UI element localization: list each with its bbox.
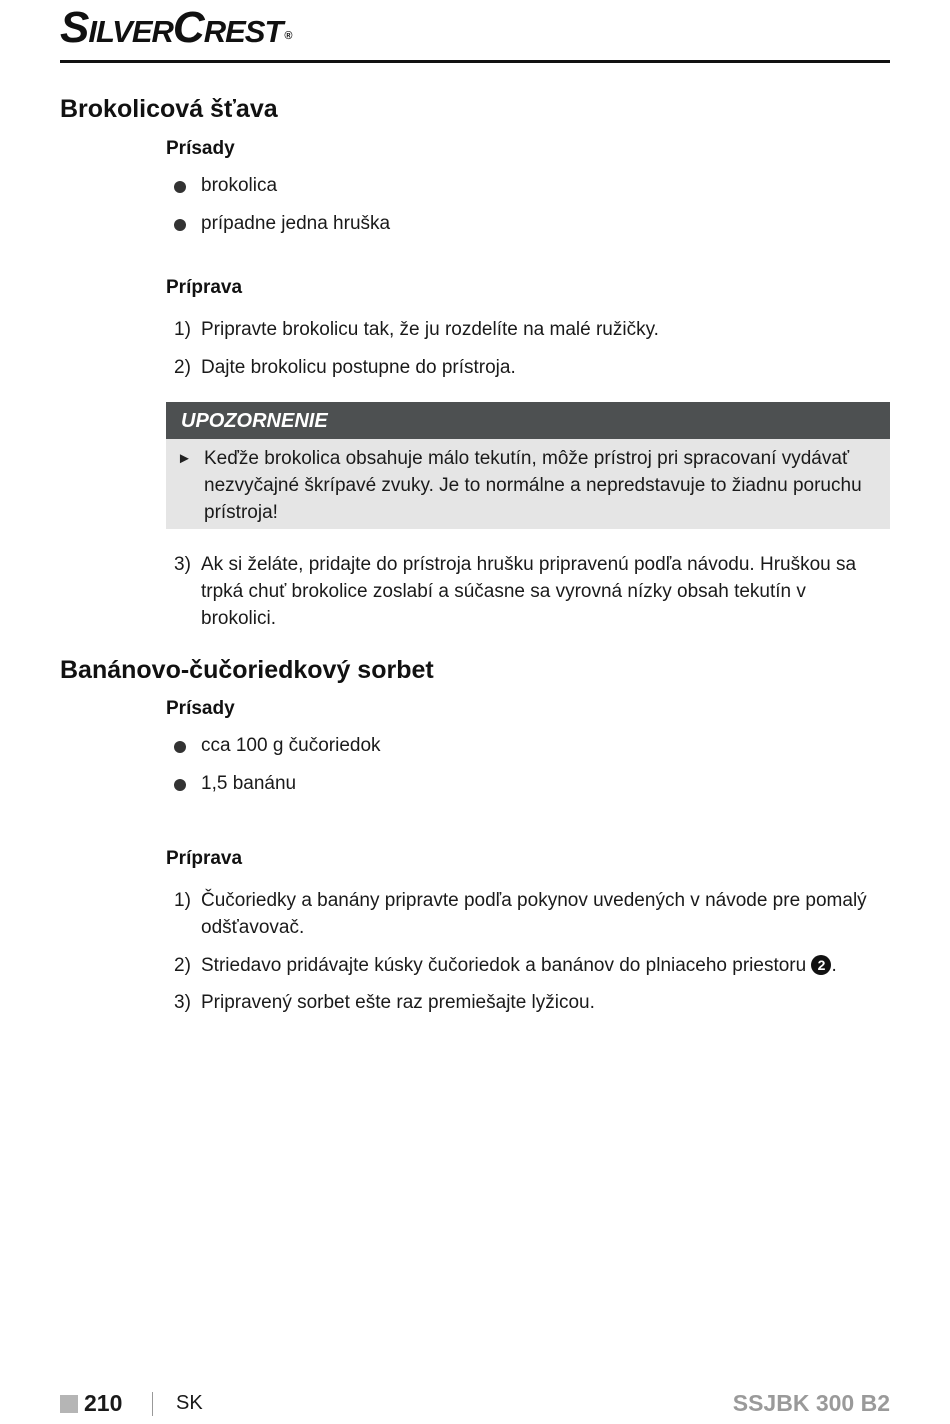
notice-text: Keďže brokolica obsahuje málo tekutín, môže prístroj pri spracovaní vydávať nezvyčajné škrípavé zvuky. Je to normálne a nepredstavuje to žiadnu poruchu prístroja! [204, 448, 862, 523]
recipe-title: Banánovo-čučoriedkový sorbet [60, 656, 434, 684]
step-text-suffix: . [831, 955, 837, 976]
bullet-dot-icon [174, 219, 186, 231]
step-item [174, 952, 890, 979]
ingredient-text: brokolica [201, 175, 278, 196]
step-text-line [201, 952, 890, 979]
brand-name: SilverCrest [60, 3, 283, 52]
preparation-heading: Príprava [166, 277, 243, 298]
step-text: Pripravte brokolicu tak, že ju rozdelíte na malé ružičky. [201, 319, 659, 340]
notice-heading: UPOZORNENIE [166, 402, 890, 439]
step-item [174, 354, 890, 381]
language-code: SK [176, 1392, 203, 1414]
step-item [174, 551, 874, 632]
step-number: 2) [174, 357, 191, 378]
bullet-dot-icon [174, 779, 186, 791]
ingredient-text: prípadne jedna hruška [201, 213, 391, 234]
step-number: 1) [174, 890, 191, 911]
page-footer [60, 1388, 890, 1418]
bullet-dot-icon [174, 741, 186, 753]
header-rule [60, 60, 890, 63]
page-number: 210 [84, 1390, 123, 1416]
bullet-dot-icon [174, 181, 186, 193]
step-number: 1) [174, 319, 191, 340]
step-item [174, 989, 890, 1016]
step-number: 2) [174, 955, 191, 976]
step-text: Dajte brokolicu postupne do prístroja. [201, 357, 516, 378]
brand-logo [60, 3, 292, 52]
notice-box [166, 402, 890, 529]
preparation-heading: Príprava [166, 848, 243, 869]
ingredient-text: 1,5 banánu [201, 773, 297, 794]
ingredient-text: cca 100 g čučoriedok [201, 735, 381, 756]
ingredients-heading: Prísady [166, 698, 235, 719]
step-text: Pripravený sorbet ešte raz premiešajte lyžicou. [201, 992, 595, 1013]
recipe-title: Brokolicová šťava [60, 95, 278, 123]
registered-mark: ® [284, 30, 292, 42]
step-item [174, 316, 890, 343]
step-text: Ak si želáte, pridajte do prístroja hrušku pripravenú podľa návodu. Hruškou sa trpká chuť brokolice zoslabí a súčasne sa vyrovná nízky obsah tekutín v brokolici. [201, 554, 857, 629]
ingredients-heading: Prísady [166, 138, 235, 159]
step-number: 3) [174, 992, 191, 1013]
model-number: SSJBK 300 B2 [732, 1390, 890, 1416]
arrow-right-icon: ► [177, 450, 192, 467]
step-number: 3) [174, 554, 191, 575]
step-text: Čučoriedky a banány pripravte podľa pokynov uvedených v návode pre pomalý odšťavovač. [201, 890, 867, 938]
notice-body [166, 439, 890, 526]
step-text: Striedavo pridávajte kúsky čučoriedok a banánov do plniaceho priestoru [201, 955, 807, 976]
footer-square-icon [60, 1395, 78, 1413]
part-number-badge: 2 [811, 955, 831, 975]
step-item [174, 887, 890, 941]
footer-divider [152, 1392, 153, 1416]
